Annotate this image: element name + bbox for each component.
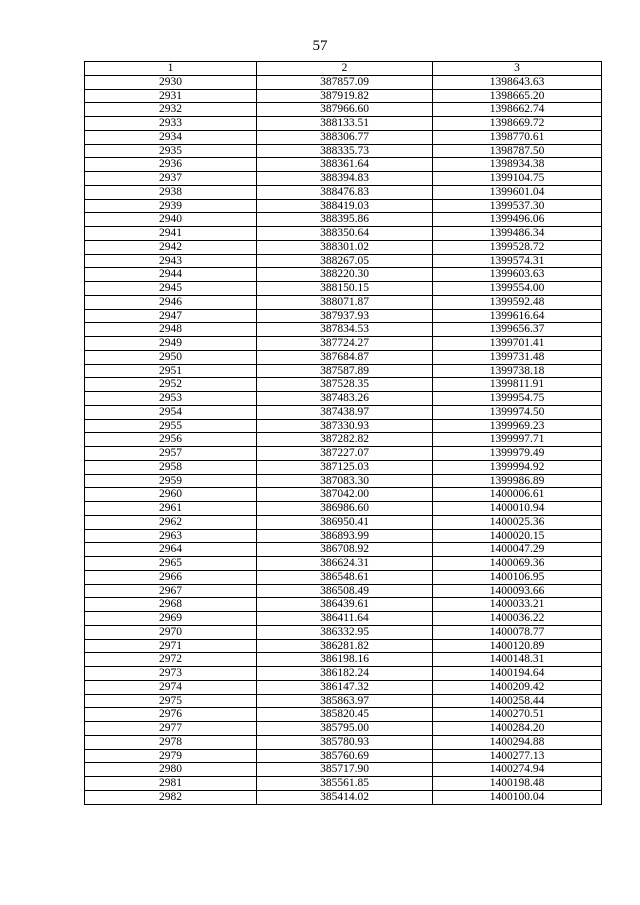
table-row	[85, 763, 602, 777]
x-coordinate-cell: 386986.60	[257, 502, 433, 516]
x-coordinate-cell: 385795.00	[257, 722, 433, 736]
y-coordinate-cell: 1399731.48	[433, 350, 602, 364]
x-coordinate-cell: 388361.64	[257, 158, 433, 172]
y-coordinate-cell: 1398662.74	[433, 103, 602, 117]
point-number-cell: 2944	[85, 268, 257, 282]
table-row	[85, 295, 602, 309]
y-coordinate-cell: 1399592.48	[433, 295, 602, 309]
point-number-cell: 2938	[85, 185, 257, 199]
table-row	[85, 447, 602, 461]
point-number-cell: 2945	[85, 282, 257, 296]
point-number-cell: 2946	[85, 295, 257, 309]
point-number-cell: 2969	[85, 612, 257, 626]
y-coordinate-cell: 1399496.06	[433, 213, 602, 227]
point-number-cell: 2940	[85, 213, 257, 227]
y-coordinate-cell: 1399537.30	[433, 199, 602, 213]
table-row	[85, 185, 602, 199]
y-coordinate-cell: 1400078.77	[433, 625, 602, 639]
y-coordinate-cell: 1399974.50	[433, 405, 602, 419]
point-number-cell: 2972	[85, 653, 257, 667]
y-coordinate-cell: 1400194.64	[433, 667, 602, 681]
table-row	[85, 653, 602, 667]
y-coordinate-cell: 1399954.75	[433, 392, 602, 406]
y-coordinate-cell: 1398934.38	[433, 158, 602, 172]
point-number-cell: 2981	[85, 777, 257, 791]
x-coordinate-cell: 388301.02	[257, 240, 433, 254]
table-row	[85, 103, 602, 117]
point-number-cell: 2935	[85, 144, 257, 158]
point-number-cell: 2953	[85, 392, 257, 406]
page-number: 57	[312, 38, 328, 54]
point-number-cell: 2974	[85, 680, 257, 694]
point-number-cell: 2943	[85, 254, 257, 268]
table-row	[85, 213, 602, 227]
point-number-cell: 2975	[85, 694, 257, 708]
table-row	[85, 460, 602, 474]
table-row	[85, 735, 602, 749]
x-coordinate-cell: 388071.87	[257, 295, 433, 309]
y-coordinate-cell: 1400047.29	[433, 543, 602, 557]
table-header-row	[85, 62, 602, 76]
x-coordinate-cell: 386411.64	[257, 612, 433, 626]
y-coordinate-cell: 1400198.48	[433, 777, 602, 791]
y-coordinate-cell: 1399528.72	[433, 240, 602, 254]
y-coordinate-cell: 1399603.63	[433, 268, 602, 282]
y-coordinate-cell: 1400010.94	[433, 502, 602, 516]
table-row	[85, 130, 602, 144]
x-coordinate-cell: 388394.83	[257, 172, 433, 186]
x-coordinate-cell: 387483.26	[257, 392, 433, 406]
y-coordinate-cell: 1399656.37	[433, 323, 602, 337]
table-row	[85, 790, 602, 804]
point-number-cell: 2951	[85, 364, 257, 378]
y-coordinate-cell: 1400069.36	[433, 557, 602, 571]
y-coordinate-cell: 1398787.50	[433, 144, 602, 158]
x-coordinate-cell: 387724.27	[257, 337, 433, 351]
point-number-cell: 2964	[85, 543, 257, 557]
x-coordinate-cell: 386624.31	[257, 557, 433, 571]
coordinates-table	[84, 61, 602, 805]
point-number-cell: 2942	[85, 240, 257, 254]
point-number-cell: 2962	[85, 515, 257, 529]
table-row	[85, 227, 602, 241]
x-coordinate-cell: 385717.90	[257, 763, 433, 777]
x-coordinate-cell: 388335.73	[257, 144, 433, 158]
point-number-cell: 2979	[85, 749, 257, 763]
table-row	[85, 309, 602, 323]
y-coordinate-cell: 1399601.04	[433, 185, 602, 199]
table-row	[85, 350, 602, 364]
y-coordinate-cell: 1400148.31	[433, 653, 602, 667]
table-row	[85, 117, 602, 131]
table-row	[85, 529, 602, 543]
x-coordinate-cell: 386893.99	[257, 529, 433, 543]
point-number-cell: 2980	[85, 763, 257, 777]
x-coordinate-cell: 387125.03	[257, 460, 433, 474]
point-number-cell: 2937	[85, 172, 257, 186]
column-header: 2	[257, 62, 433, 76]
point-number-cell: 2930	[85, 75, 257, 89]
y-coordinate-cell: 1398665.20	[433, 89, 602, 103]
table-row	[85, 254, 602, 268]
x-coordinate-cell: 388133.51	[257, 117, 433, 131]
x-coordinate-cell: 388150.15	[257, 282, 433, 296]
x-coordinate-cell: 387330.93	[257, 419, 433, 433]
table-row	[85, 158, 602, 172]
point-number-cell: 2955	[85, 419, 257, 433]
x-coordinate-cell: 388476.83	[257, 185, 433, 199]
table-row	[85, 378, 602, 392]
point-number-cell: 2933	[85, 117, 257, 131]
x-coordinate-cell: 386508.49	[257, 584, 433, 598]
point-number-cell: 2970	[85, 625, 257, 639]
y-coordinate-cell: 1399997.71	[433, 433, 602, 447]
x-coordinate-cell: 387684.87	[257, 350, 433, 364]
y-coordinate-cell: 1400006.61	[433, 488, 602, 502]
point-number-cell: 2977	[85, 722, 257, 736]
table-row	[85, 708, 602, 722]
point-number-cell: 2971	[85, 639, 257, 653]
x-coordinate-cell: 387438.97	[257, 405, 433, 419]
table-row	[85, 502, 602, 516]
y-coordinate-cell: 1400270.51	[433, 708, 602, 722]
point-number-cell: 2966	[85, 570, 257, 584]
point-number-cell: 2932	[85, 103, 257, 117]
table-body	[85, 75, 602, 804]
y-coordinate-cell: 1400209.42	[433, 680, 602, 694]
point-number-cell: 2956	[85, 433, 257, 447]
x-coordinate-cell: 387528.35	[257, 378, 433, 392]
table-row	[85, 488, 602, 502]
y-coordinate-cell: 1399986.89	[433, 474, 602, 488]
x-coordinate-cell: 387834.53	[257, 323, 433, 337]
column-header: 1	[85, 62, 257, 76]
point-number-cell: 2957	[85, 447, 257, 461]
table-row	[85, 199, 602, 213]
x-coordinate-cell: 387919.82	[257, 89, 433, 103]
y-coordinate-cell: 1400093.66	[433, 584, 602, 598]
table-row	[85, 598, 602, 612]
table-row	[85, 543, 602, 557]
table-row	[85, 584, 602, 598]
y-coordinate-cell: 1400033.21	[433, 598, 602, 612]
table-row	[85, 680, 602, 694]
x-coordinate-cell: 385820.45	[257, 708, 433, 722]
y-coordinate-cell: 1399616.64	[433, 309, 602, 323]
point-number-cell: 2963	[85, 529, 257, 543]
x-coordinate-cell: 388220.30	[257, 268, 433, 282]
x-coordinate-cell: 386182.24	[257, 667, 433, 681]
point-number-cell: 2961	[85, 502, 257, 516]
y-coordinate-cell: 1400025.36	[433, 515, 602, 529]
column-header: 3	[433, 62, 602, 76]
y-coordinate-cell: 1399104.75	[433, 172, 602, 186]
y-coordinate-cell: 1400036.22	[433, 612, 602, 626]
x-coordinate-cell: 387282.82	[257, 433, 433, 447]
table-row	[85, 667, 602, 681]
x-coordinate-cell: 387937.93	[257, 309, 433, 323]
point-number-cell: 2939	[85, 199, 257, 213]
y-coordinate-cell: 1400020.15	[433, 529, 602, 543]
table-row	[85, 337, 602, 351]
table-row	[85, 722, 602, 736]
y-coordinate-cell: 1400120.89	[433, 639, 602, 653]
x-coordinate-cell: 387042.00	[257, 488, 433, 502]
x-coordinate-cell: 388419.03	[257, 199, 433, 213]
table-row	[85, 433, 602, 447]
x-coordinate-cell: 386548.61	[257, 570, 433, 584]
table-row	[85, 570, 602, 584]
table-row	[85, 323, 602, 337]
table-row	[85, 419, 602, 433]
y-coordinate-cell: 1400284.20	[433, 722, 602, 736]
x-coordinate-cell: 387857.09	[257, 75, 433, 89]
x-coordinate-cell: 386332.95	[257, 625, 433, 639]
table-row	[85, 749, 602, 763]
x-coordinate-cell: 386281.82	[257, 639, 433, 653]
table-row	[85, 515, 602, 529]
x-coordinate-cell: 388267.05	[257, 254, 433, 268]
table-row	[85, 282, 602, 296]
y-coordinate-cell: 1399811.91	[433, 378, 602, 392]
table-row	[85, 612, 602, 626]
point-number-cell: 2967	[85, 584, 257, 598]
x-coordinate-cell: 386439.61	[257, 598, 433, 612]
x-coordinate-cell: 386198.16	[257, 653, 433, 667]
y-coordinate-cell: 1400294.88	[433, 735, 602, 749]
x-coordinate-cell: 388306.77	[257, 130, 433, 144]
point-number-cell: 2931	[85, 89, 257, 103]
x-coordinate-cell: 385780.93	[257, 735, 433, 749]
x-coordinate-cell: 385561.85	[257, 777, 433, 791]
table-row	[85, 268, 602, 282]
table-row	[85, 392, 602, 406]
table-row	[85, 777, 602, 791]
point-number-cell: 2978	[85, 735, 257, 749]
table-row	[85, 144, 602, 158]
x-coordinate-cell: 388350.64	[257, 227, 433, 241]
y-coordinate-cell: 1400274.94	[433, 763, 602, 777]
point-number-cell: 2982	[85, 790, 257, 804]
point-number-cell: 2947	[85, 309, 257, 323]
y-coordinate-cell: 1398669.72	[433, 117, 602, 131]
point-number-cell: 2954	[85, 405, 257, 419]
x-coordinate-cell: 387083.30	[257, 474, 433, 488]
y-coordinate-cell: 1399554.00	[433, 282, 602, 296]
point-number-cell: 2965	[85, 557, 257, 571]
point-number-cell: 2950	[85, 350, 257, 364]
table-row	[85, 89, 602, 103]
point-number-cell: 2958	[85, 460, 257, 474]
point-number-cell: 2976	[85, 708, 257, 722]
point-number-cell: 2960	[85, 488, 257, 502]
y-coordinate-cell: 1399486.34	[433, 227, 602, 241]
table-row	[85, 625, 602, 639]
table-row	[85, 405, 602, 419]
y-coordinate-cell: 1400258.44	[433, 694, 602, 708]
table-row	[85, 172, 602, 186]
y-coordinate-cell: 1400100.04	[433, 790, 602, 804]
point-number-cell: 2952	[85, 378, 257, 392]
x-coordinate-cell: 388395.86	[257, 213, 433, 227]
table-row	[85, 474, 602, 488]
table-row	[85, 694, 602, 708]
x-coordinate-cell: 385414.02	[257, 790, 433, 804]
y-coordinate-cell: 1399969.23	[433, 419, 602, 433]
y-coordinate-cell: 1399979.49	[433, 447, 602, 461]
table-row	[85, 639, 602, 653]
y-coordinate-cell: 1398643.63	[433, 75, 602, 89]
table-row	[85, 75, 602, 89]
x-coordinate-cell: 386147.32	[257, 680, 433, 694]
x-coordinate-cell: 385760.69	[257, 749, 433, 763]
x-coordinate-cell: 386950.41	[257, 515, 433, 529]
x-coordinate-cell: 387587.89	[257, 364, 433, 378]
y-coordinate-cell: 1398770.61	[433, 130, 602, 144]
point-number-cell: 2973	[85, 667, 257, 681]
y-coordinate-cell: 1399738.18	[433, 364, 602, 378]
point-number-cell: 2936	[85, 158, 257, 172]
y-coordinate-cell: 1399574.31	[433, 254, 602, 268]
point-number-cell: 2941	[85, 227, 257, 241]
point-number-cell: 2948	[85, 323, 257, 337]
y-coordinate-cell: 1399701.41	[433, 337, 602, 351]
table-row	[85, 240, 602, 254]
table-row	[85, 364, 602, 378]
table-row	[85, 557, 602, 571]
x-coordinate-cell: 386708.92	[257, 543, 433, 557]
point-number-cell: 2934	[85, 130, 257, 144]
point-number-cell: 2959	[85, 474, 257, 488]
y-coordinate-cell: 1400106.95	[433, 570, 602, 584]
point-number-cell: 2949	[85, 337, 257, 351]
x-coordinate-cell: 385863.97	[257, 694, 433, 708]
y-coordinate-cell: 1400277.13	[433, 749, 602, 763]
x-coordinate-cell: 387227.07	[257, 447, 433, 461]
x-coordinate-cell: 387966.60	[257, 103, 433, 117]
y-coordinate-cell: 1399994.92	[433, 460, 602, 474]
point-number-cell: 2968	[85, 598, 257, 612]
